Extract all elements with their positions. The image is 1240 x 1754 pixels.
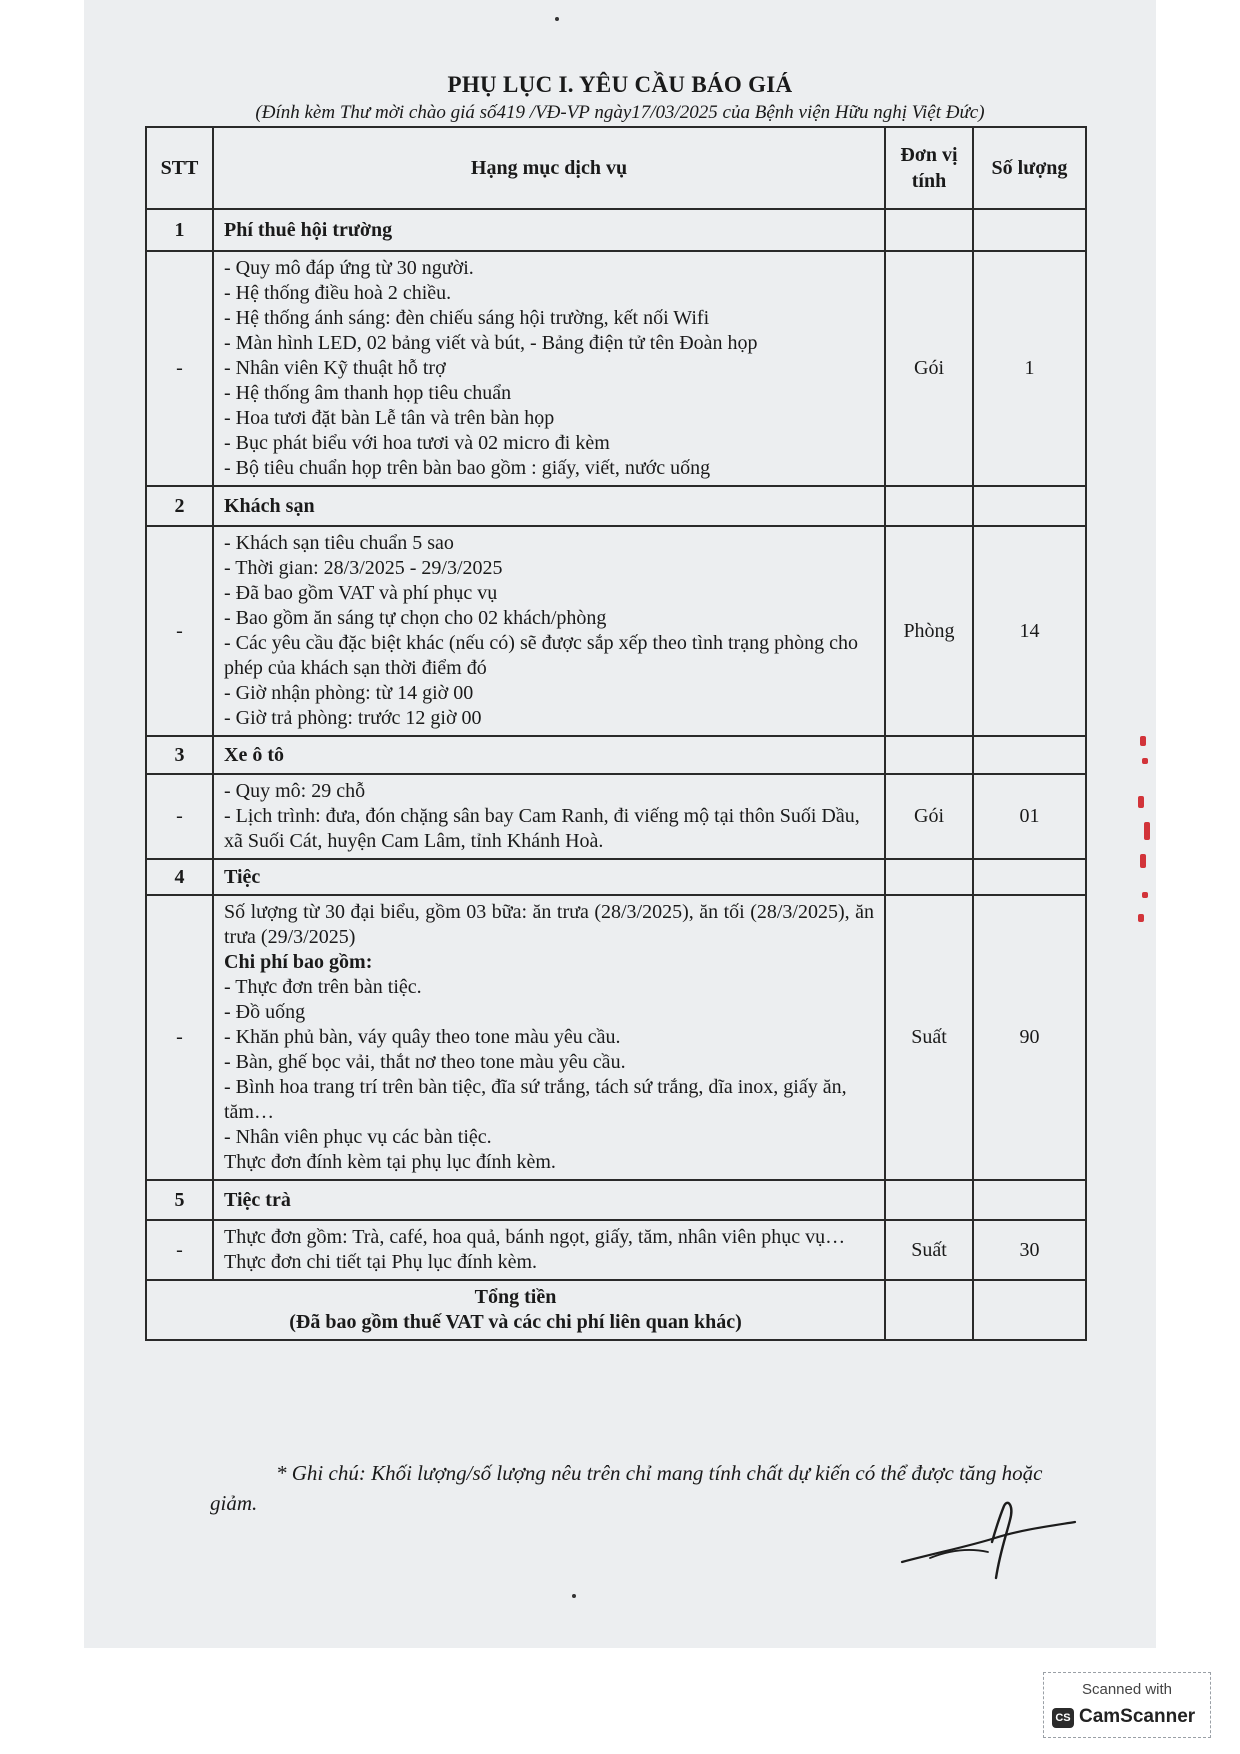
- detail-line: - Nhân viên phục vụ các bàn tiệc.: [224, 1126, 492, 1148]
- detail-line: - Quy mô đáp ứng từ 30 người.: [224, 257, 474, 279]
- unit-cell: Gói: [885, 774, 973, 859]
- row-marker: -: [146, 895, 213, 1180]
- section-title: Khách sạn: [213, 486, 885, 526]
- detail-line: - Quy mô: 29 chỗ: [224, 780, 366, 802]
- punch-dot-bottom: [572, 1594, 576, 1598]
- footnote: * Ghi chú: Khối lượng/số lượng nêu trên chỉ mang tính chất dự kiến có thể được tăng hoặc giảm.: [210, 1461, 1043, 1515]
- detail-line: - Hệ thống ánh sáng: đèn chiếu sáng hội trường, kết nối Wifi: [224, 307, 710, 329]
- page-subtitle: (Đính kèm Thư mời chào giá số419 /VĐ-VP ngày17/03/2025 của Bệnh viện Hữu nghị Việt Đức): [255, 102, 985, 123]
- row-marker: -: [146, 774, 213, 859]
- row-marker: -: [146, 526, 213, 736]
- detail-row: [146, 774, 1086, 859]
- page-title: PHỤ LỤC I. YÊU CẦU BÁO GIÁ: [447, 72, 793, 97]
- detail-line: - Đồ uống: [224, 1001, 306, 1023]
- detail-line: - Hoa tươi đặt bàn Lễ tân và trên bàn họp: [224, 407, 555, 429]
- empty-cell: [885, 209, 973, 251]
- empty-cell: [973, 736, 1086, 774]
- detail-line: - Bộ tiêu chuẩn họp trên bàn bao gồm : giấy, viết, nước uống: [224, 457, 711, 479]
- qty-cell: 01: [973, 774, 1086, 859]
- detail-line: Thực đơn gồm: Trà, café, hoa quả, bánh ngọt, giấy, tăm, nhân viên phục vụ…: [224, 1226, 846, 1248]
- unit-cell: Phòng: [885, 526, 973, 736]
- qty-cell: 30: [973, 1220, 1086, 1280]
- qty-cell: 14: [973, 526, 1086, 736]
- detail-cell: [213, 1220, 885, 1280]
- empty-cell: [885, 1180, 973, 1220]
- header-stt: STT: [146, 127, 213, 209]
- detail-line: - Khách sạn tiêu chuẩn 5 sao: [224, 532, 454, 554]
- row-marker: -: [146, 1220, 213, 1280]
- section-row: [146, 209, 1086, 251]
- camscanner-logo-icon: CS: [1052, 1708, 1074, 1728]
- empty-cell: [973, 1180, 1086, 1220]
- qty-cell: 90: [973, 895, 1086, 1180]
- total-cell: [146, 1280, 885, 1340]
- empty-cell: [885, 486, 973, 526]
- detail-line: - Nhân viên Kỹ thuật hỗ trợ: [224, 357, 446, 379]
- qty-cell: 1: [973, 251, 1086, 486]
- detail-row: [146, 251, 1086, 486]
- row-marker: -: [146, 251, 213, 486]
- section-row: [146, 486, 1086, 526]
- detail-line: Thực đơn chi tiết tại Phụ lục đính kèm.: [224, 1251, 538, 1273]
- total-unit-cell: [885, 1280, 973, 1340]
- detail-subheading: Chi phí bao gồm:: [224, 951, 373, 973]
- section-number: 2: [146, 486, 213, 526]
- empty-cell: [885, 859, 973, 895]
- header-item: Hạng mục dịch vụ: [213, 127, 885, 209]
- detail-line: - Bục phát biểu với hoa tươi và 02 micro đi kèm: [224, 432, 610, 454]
- section-number: 5: [146, 1180, 213, 1220]
- detail-line: - Bàn, ghế bọc vải, thắt nơ theo tone màu yêu cầu.: [224, 1051, 626, 1073]
- section-number: 4: [146, 859, 213, 895]
- section-title: Phí thuê hội trường: [213, 209, 885, 251]
- section-title: Tiệc: [213, 859, 885, 895]
- badge-top-text: Scanned with: [1081, 1681, 1173, 1698]
- detail-line: - Bình hoa trang trí trên bàn tiệc, đĩa sứ trắng, tách sứ trắng, dĩa inox, giấy ăn, tăm…: [224, 1076, 847, 1123]
- total-note: (Đã bao gồm thuế VAT và các chi phí liên quan khác): [289, 1311, 742, 1333]
- detail-row: [146, 526, 1086, 736]
- detail-line: - Thời gian: 28/3/2025 - 29/3/2025: [224, 557, 503, 579]
- detail-line: - Thực đơn trên bàn tiệc.: [224, 976, 422, 998]
- detail-line: - Các yêu cầu đặc biệt khác (nếu có) sẽ được sắp xếp theo tình trạng phòng cho phép của khách sạn thời điểm đó: [224, 632, 858, 679]
- section-row: [146, 859, 1086, 895]
- total-amount-cell: [973, 1280, 1086, 1340]
- detail-line: - Màn hình LED, 02 bảng viết và bút, - Bảng điện tử tên Đoàn họp: [224, 332, 758, 354]
- unit-cell: Gói: [885, 251, 973, 486]
- detail-cell: [213, 251, 885, 486]
- detail-line: - Khăn phủ bàn, váy quây theo tone màu yêu cầu.: [224, 1026, 621, 1048]
- empty-cell: [885, 736, 973, 774]
- detail-line: - Giờ trả phòng: trước 12 giờ 00: [224, 707, 482, 729]
- table-header-row: [146, 127, 1086, 209]
- total-row: [146, 1280, 1086, 1340]
- detail-line: - Lịch trình: đưa, đón chặng sân bay Cam Ranh, đi viếng mộ tại thôn Suối Dầu, xã Suối Cát, huyện Cam Lâm, tỉnh Khánh Hoà.: [224, 805, 860, 852]
- detail-line: - Hệ thống điều hoà 2 chiều.: [224, 282, 452, 304]
- section-row: [146, 1180, 1086, 1220]
- empty-cell: [973, 859, 1086, 895]
- section-number: 1: [146, 209, 213, 251]
- section-row: [146, 736, 1086, 774]
- detail-cell: [213, 774, 885, 859]
- red-stamp-edge: [1134, 736, 1154, 926]
- badge-brand-name: CamScanner: [1079, 1706, 1196, 1727]
- detail-line: - Bao gồm ăn sáng tự chọn cho 02 khách/phòng: [224, 607, 607, 629]
- detail-line: Thực đơn đính kèm tại phụ lục đính kèm.: [224, 1151, 556, 1173]
- detail-row: [146, 1220, 1086, 1280]
- detail-intro: Số lượng từ 30 đại biểu, gồm 03 bữa: ăn trưa (28/3/2025), ăn tối (28/3/2025), ăn trưa (29/3/2025): [224, 901, 874, 948]
- header-unit: Đơn vị tính: [885, 127, 973, 209]
- empty-cell: [973, 486, 1086, 526]
- camscanner-badge: [1043, 1672, 1211, 1738]
- quotation-table: [145, 126, 1087, 1341]
- section-title: Xe ô tô: [213, 736, 885, 774]
- detail-line: - Đã bao gồm VAT và phí phục vụ: [224, 582, 498, 604]
- unit-cell: Suất: [885, 895, 973, 1180]
- detail-row: [146, 895, 1086, 1180]
- handwritten-signature: [900, 1500, 1080, 1590]
- detail-line: - Hệ thống âm thanh họp tiêu chuẩn: [224, 382, 512, 404]
- header-qty: Số lượng: [973, 127, 1086, 209]
- detail-cell: [213, 895, 885, 1180]
- unit-cell: Suất: [885, 1220, 973, 1280]
- detail-line: - Giờ nhận phòng: từ 14 giờ 00: [224, 682, 474, 704]
- empty-cell: [973, 209, 1086, 251]
- total-label: Tổng tiền: [474, 1286, 557, 1308]
- section-number: 3: [146, 736, 213, 774]
- punch-dot-top: [555, 17, 559, 21]
- section-title: Tiệc trà: [213, 1180, 885, 1220]
- detail-cell: [213, 526, 885, 736]
